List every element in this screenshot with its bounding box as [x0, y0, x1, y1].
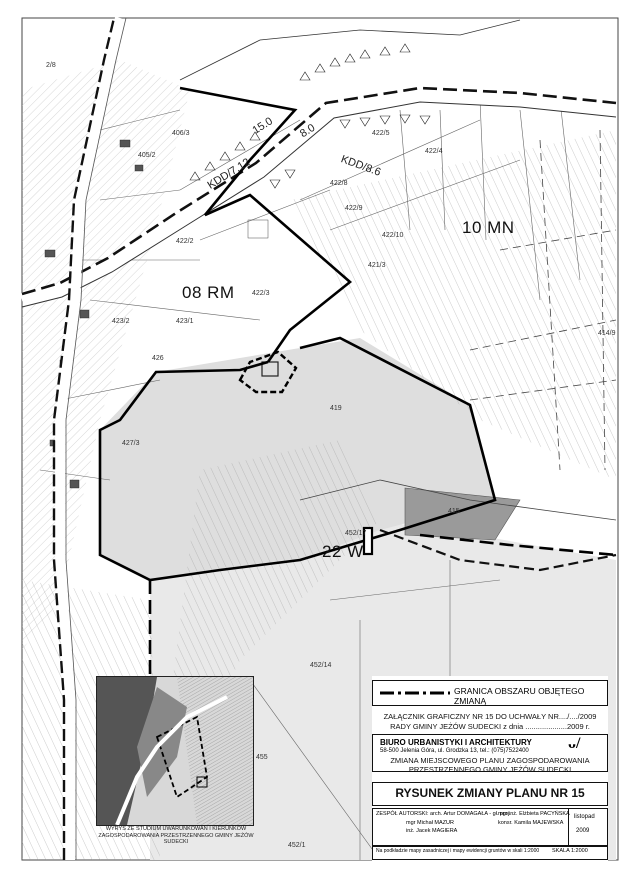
inset-caption: WYRYS ZE STUDIUM UWARUNKOWAŃ I KIERUNKÓW ZAGOSPODAROWANIA PRZESTRZENNEGO GMINY JEŻÓW SUDECKI: [98, 826, 254, 845]
parcel-number: 422/5: [372, 130, 390, 137]
parcel-number: 422/4: [425, 148, 443, 155]
legend-title-block: [372, 676, 608, 866]
parcel-number: 415: [448, 508, 460, 515]
date-label: listopad: [574, 814, 595, 820]
parcel-number: 422/8: [330, 180, 348, 187]
author-4: mgr inż. Elżbieta PACYŃSKA: [498, 811, 570, 817]
annex-line-2: RADY GMINY JEŻÓW SUDECKI z dnia ....................2009 r.: [390, 722, 590, 731]
parcel-number: 2/8: [46, 62, 56, 69]
author-2: mgr Michał MAZUR: [406, 820, 454, 826]
parcel-number: 423/1: [176, 318, 194, 325]
road-label-kdd712: KDD/7.12: [205, 156, 253, 192]
parcel-number: 452/17: [345, 530, 367, 537]
parcel-number: 427/3: [122, 440, 140, 447]
office-address: 58-500 Jelenia Góra, ul. Grodzka 13, tel.: (075)7522400: [380, 748, 529, 754]
inset-map: [96, 676, 254, 826]
parcel-number: 422/2: [176, 238, 194, 245]
parcel-number: 422/9: [345, 205, 363, 212]
parcel-number: 423/2: [112, 318, 130, 325]
parcel-number: 426: [152, 355, 164, 362]
parcel-number: 452/14: [310, 662, 332, 669]
annex-line-1: ZAŁĄCZNIK GRAFICZNY NR 15 DO UCHWAŁY NR..../..../2009: [383, 712, 597, 721]
road-north: [180, 20, 520, 80]
road-label-kdd86: KDD/8.6: [339, 153, 383, 179]
base-note: Na podkładzie mapy zasadniczej i mapy ewidencji gruntów w skali 1:2000: [376, 848, 540, 854]
road-width-8: 8.0: [297, 121, 318, 141]
date-year: 2009: [576, 828, 590, 834]
plan-line-1: ZMIANA MIEJSCOWEGO PLANU ZAGOSPODAROWANIA: [390, 756, 590, 765]
road-width-15: 15.0: [250, 115, 275, 137]
legend-boundary-symbol: [380, 688, 450, 698]
legend-boundary-label: GRANICA OBSZARU OBJĘTEGO ZMIANĄ: [454, 686, 585, 706]
scale-label: SKALA 1:2000: [552, 848, 588, 854]
zone-label-10mn: 10 MN: [462, 218, 515, 237]
parcel-number: 405/2: [138, 152, 156, 159]
authors-line: ZESPÓŁ AUTORSKI: arch. Artur DOMAGAŁA - gł. proj.: [376, 811, 511, 817]
drawing-title: RYSUNEK ZMIANY PLANU NR 15: [395, 786, 585, 800]
parcel-number: 455: [256, 754, 268, 761]
office-logo: ᴗ/: [568, 735, 581, 752]
office-name: BIURO URBANISTYKI I ARCHITEKTURY: [380, 738, 532, 747]
zone-label-08rm: 08 RM: [182, 283, 235, 302]
parcel-415: [405, 488, 520, 540]
parcel-number: 422/10: [382, 232, 404, 239]
parcel-number: 422/3: [252, 290, 270, 297]
author-5: konsr. Kamila MAJEWSKA: [498, 820, 564, 826]
zone-label-22w: 22 W: [322, 542, 364, 561]
plan-line-2: PRZESTRZENNEGO GMINY JEŻÓW SUDECKI: [408, 765, 572, 774]
parcel-number: 452/1: [288, 842, 306, 849]
parcel-number: 419: [330, 405, 342, 412]
parcel-number: 421/3: [368, 262, 386, 269]
parcel-number: 406/3: [172, 130, 190, 137]
author-3: inż. Jacek MAGIERA: [406, 828, 458, 834]
parcel-number: 414/9: [598, 330, 616, 337]
